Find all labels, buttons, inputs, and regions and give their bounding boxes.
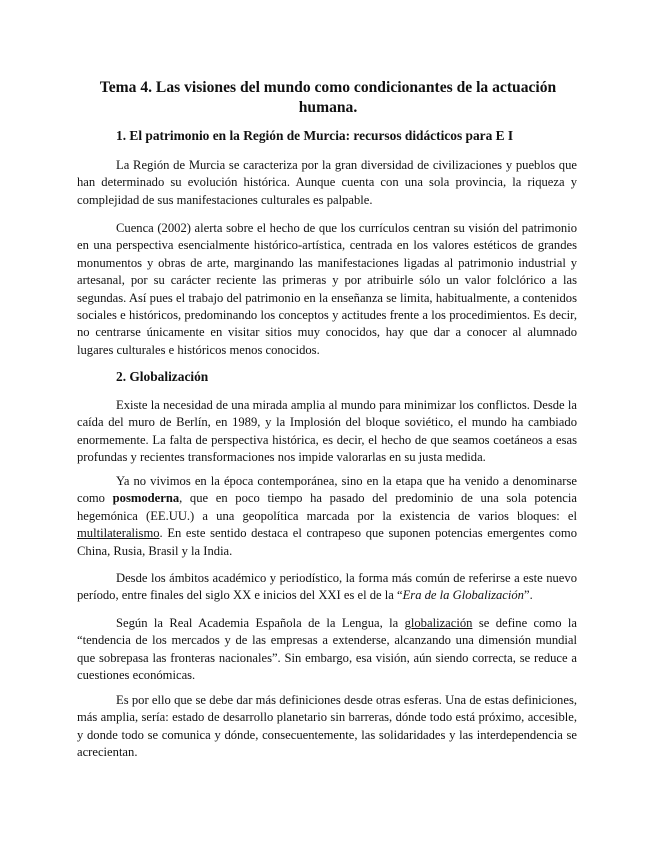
text-run: Desde los ámbitos académico y periodístico, la forma más común de referirse a este nuevo período, entre finales del siglo XX e inicios del XXI es el de la “ (77, 571, 577, 603)
section-heading-globalizacion: 2. Globalización (116, 369, 209, 384)
paragraph-rae-definicion (77, 615, 577, 685)
text-run: . En este sentido destaca el contrapeso que suponen potencias emergentes como China, Rusia, Brasil y la India. (77, 526, 577, 558)
section-heading-patrimonio: 1. El patrimonio en la Región de Murcia: recursos didácticos para E I (116, 128, 514, 143)
page-title: Tema 4. Las visiones del mundo como condicionantes de la actuación humana. (99, 79, 557, 116)
paragraph-posmoderna (77, 473, 577, 560)
paragraph-mirada-amplia: Existe la necesidad de una mirada amplia al mundo para minimizar los conflictos. Desde la caída del muro de Berlín, en 1989, y la Implosión del bloque soviético, el mundo ha cambiado enormemente. La falta de perspectiva histórica, es decir, el hecho de que seamos coetáneos a esas profundas y recientes transformaciones nos impide valorarlas en su justa medida. (77, 398, 577, 465)
italic-term-era: Era de la Globalización (402, 588, 524, 603)
underlined-term-globalizacion: globalización (404, 616, 473, 630)
text-run: Ya no vivimos en la época contemporánea, sino en la etapa que ha venido a denominarse como (77, 474, 577, 506)
bold-term-posmoderna: posmoderna (112, 491, 180, 506)
paragraph-era-globalizacion (77, 570, 577, 605)
paragraph-region-murcia: La Región de Murcia se caracteriza por la gran diversidad de civilizaciones y pueblos que han determinado su evolución histórica. Aunque cuenta con una sola provincia, la riqueza y complejidad de sus manifestaciones culturales es palpable. (77, 158, 577, 207)
text-run: Según la Real Academia Española de la Lengua, la (116, 616, 405, 630)
text-run: , que en poco tiempo ha pasado del predominio de una sola potencia hegemónica (EE.UU.) a una geopolítica marcada por la existencia de varios bloques: el (77, 491, 577, 523)
paragraph-cuenca: Cuenca (2002) alerta sobre el hecho de que los currículos centran su visión del patrimonio en una perspectiva esencialmente histórico-artística, centrada en los valores estéticos de grandes monumentos y obras de arte, marginando las manifestaciones ligadas al patrimonio industrial y artesanal, por su carácter reciente las primeras y por atribuirle sólo un valor folclórico a las segundas. Así pues el trabajo del patrimonio en la enseñanza se limita, habitualmente, a contenidos sociales e históricos, predominando los conceptos y actitudes frente a los procedimientos. Es decir, no centrarse únicamente en visitar sitios muy conocidos, hay que dar a conocer al alumnado lugares culturales e históricos menos conocidos. (77, 221, 577, 357)
paragraph-otras-definiciones: Es por ello que se debe dar más definiciones desde otras esferas. Una de estas definiciones, más amplia, sería: estado de desarrollo planetario sin barreras, dónde todo está próximo, accesible, y donde todo se comunica y dónde, consecuentemente, las solidaridades y las interdependencia se acrecientan. (77, 693, 577, 760)
underlined-term-multilateralismo: multilateralismo (77, 526, 160, 541)
text-run: se define como la “tendencia de los mercados y de las empresas a extenderse, alcanzando una dimensión mundial que sobrepasa las fronteras nacionales”. Sin embargo, esa visión, aún siendo correcta, se reduce a cuestiones económicas. (77, 616, 577, 683)
text-run: ”. (523, 588, 533, 603)
